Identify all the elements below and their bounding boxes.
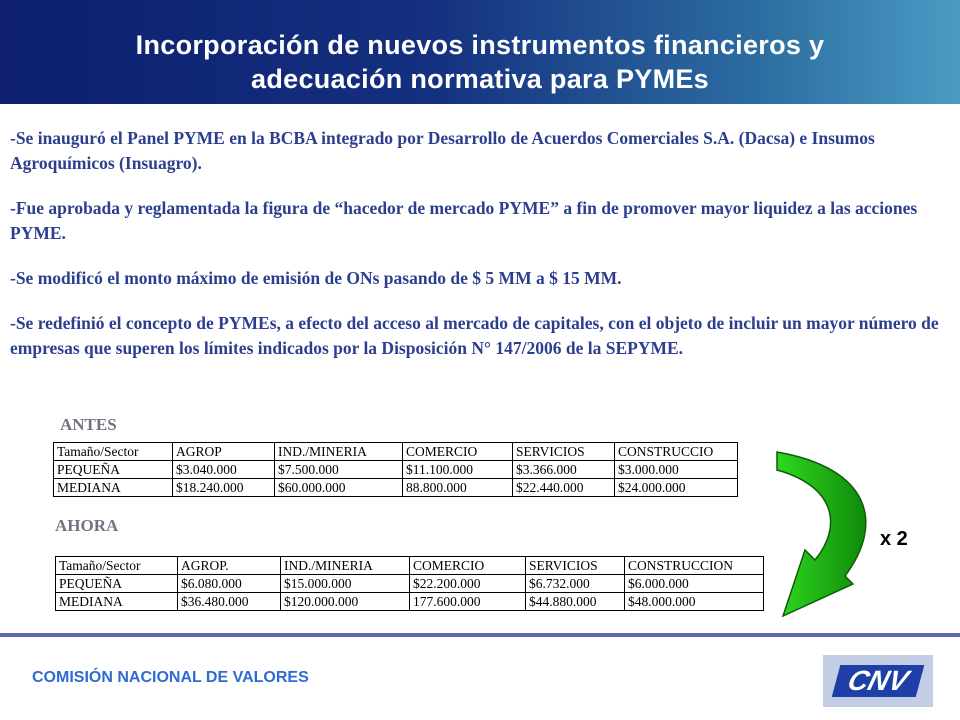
table-cell: $36.480.000 [178, 593, 281, 611]
table-row [56, 575, 764, 593]
table-cell: $48.000.000 [625, 593, 764, 611]
table-row [54, 479, 738, 497]
table-cell: $3.040.000 [173, 461, 275, 479]
header-cell: SERVICIOS [526, 557, 625, 575]
table-cell: 177.600.000 [410, 593, 526, 611]
table-cell: PEQUEÑA [56, 575, 178, 593]
footer-divider [0, 633, 960, 637]
page-title-line-2: adecuación normativa para PYMEs [251, 64, 709, 94]
table-cell: PEQUEÑA [54, 461, 173, 479]
table-cell: $120.000.000 [281, 593, 410, 611]
body-text [10, 126, 955, 381]
table-cell: $44.880.000 [526, 593, 625, 611]
paragraph-hacedor-mercado: -Fue aprobada y reglamentada la figura de “hacedor de mercado PYME” a fin de promover mayor liquidez a las acciones PYME. [10, 198, 918, 243]
header-cell: SERVICIOS [513, 443, 615, 461]
table-cell: $60.000.000 [275, 479, 403, 497]
table-cell: MEDIANA [54, 479, 173, 497]
ahora-label: AHORA [55, 516, 119, 535]
table-cell: $6.000.000 [625, 575, 764, 593]
table-cell: $24.000.000 [615, 479, 738, 497]
cnv-logo-icon [823, 655, 933, 707]
table-cell: MEDIANA [56, 593, 178, 611]
header-cell: CONSTRUCCIO [615, 443, 738, 461]
header-cell: CONSTRUCCION [625, 557, 764, 575]
paragraph-concepto-pymes: -Se redefinió el concepto de PYMEs, a efecto del acceso al mercado de capitales, con el objeto de incluir un mayor número de empresas que superen los límites indicados por la Disposición N° 147/2006 de la SEPYME. [10, 313, 939, 358]
header-cell: Tamaño/Sector [56, 557, 178, 575]
table-row [54, 461, 738, 479]
table-cell: $7.500.000 [275, 461, 403, 479]
table-header-row [54, 443, 738, 461]
table-row [56, 593, 764, 611]
paragraph-monto-ons: -Se modificó el monto máximo de emisión de ONs pasando de $ 5 MM a $ 15 MM. [10, 268, 622, 288]
header-cell: Tamaño/Sector [54, 443, 173, 461]
antes-table [53, 442, 738, 497]
header-cell: AGROP. [178, 557, 281, 575]
table-cell: $22.200.000 [410, 575, 526, 593]
header-cell: AGROP [173, 443, 275, 461]
table-cell: $11.100.000 [403, 461, 513, 479]
table-cell: $3.366.000 [513, 461, 615, 479]
antes-label: ANTES [60, 415, 117, 434]
table-header-row [56, 557, 764, 575]
header-cell: IND./MINERIA [275, 443, 403, 461]
header-cell: COMERCIO [410, 557, 526, 575]
table-cell: $18.240.000 [173, 479, 275, 497]
cnv-logo [823, 655, 933, 707]
table-cell: $6.732.000 [526, 575, 625, 593]
table-cell: $6.080.000 [178, 575, 281, 593]
svg-text:CNV: CNV [844, 665, 912, 697]
table-cell: $15.000.000 [281, 575, 410, 593]
footer-org-name: COMISIÓN NACIONAL DE VALORES [32, 669, 309, 686]
table-cell: $22.440.000 [513, 479, 615, 497]
title-banner [0, 0, 960, 104]
curved-arrow-icon [775, 448, 890, 620]
table-cell: $3.000.000 [615, 461, 738, 479]
paragraph-panel-pyme: -Se inauguró el Panel PYME en la BCBA integrado por Desarrollo de Acuerdos Comerciales S.A. (Dacsa) e Insumos Agroquímicos (Insuagro). [10, 128, 875, 173]
multiplier-label: x 2 [880, 528, 908, 550]
table-cell: 88.800.000 [403, 479, 513, 497]
header-cell: COMERCIO [403, 443, 513, 461]
header-cell: IND./MINERIA [281, 557, 410, 575]
ahora-table [55, 556, 764, 611]
page-title-line-1: Incorporación de nuevos instrumentos financieros y [135, 30, 825, 60]
